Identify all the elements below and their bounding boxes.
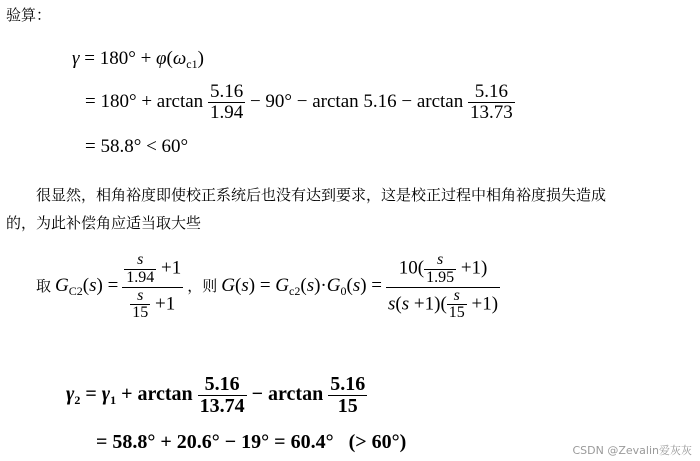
verification-heading: 验算： <box>6 6 52 24</box>
csdn-watermark: CSDN @Zevalin爱灰灰 <box>572 444 692 457</box>
open-loop-fraction: 10( $\frac{s}{1.95}$ +1) s(s +1)( $\frac{s}{15}$ +1) <box>388 251 499 322</box>
fraction-5-16-over-15: $\frac{5.16}{15}$ <box>330 373 366 417</box>
gamma-result-line: = 58.8° < 60° <box>85 136 189 157</box>
gamma-expansion-line: = 180° + arctan $\frac{5.16}{1.94}$ − 90° − arctan 5.16 − arctan $\frac{5.16}{13.73}$ <box>85 81 513 123</box>
gamma2-definition-line: $\gamma_2 = \gamma_1 + \arctan$ $\frac{5.16}{13.74}$ − arctan $\frac{5.16}{15}$ <box>66 373 366 417</box>
fraction-5-16-over-1-94: $\frac{5.16}{1.94}$ <box>209 81 244 123</box>
paragraph-line-1: 很显然，相角裕度即使校正系统后也没有达到要求，这是校正过程中相角裕度损失造成 <box>36 186 607 204</box>
fraction-5-16-over-13-74: $\frac{5.16}{13.74}$ <box>199 373 245 417</box>
gc2-compound-fraction: $\frac{s}{1.94}$ +1 $\frac{s}{15}$ +1 <box>122 252 183 322</box>
paragraph-line-2: 的，为此补偿角应适当取大些 <box>6 214 202 232</box>
take-label: 取 <box>36 276 52 295</box>
gamma-definition-line: $\gamma = 180^\circ + \varphi(\omega_{c1})$ <box>72 48 204 71</box>
transfer-function-line: 取 $G_{C2}(s)$ = $\frac{s}{1.94}$ +1 $\frac{s}{15}$ +1 ，则 $G(s) = G_{c2}(s)\cdot G_0(s)$ = 10( $\frac{s}{1.95}$ +1) s(s +1)( $\frac{s}{15}$ +1) <box>36 251 499 322</box>
gamma2-result-line: = 58.8° + 20.6° − 19° = 60.4° (> 60°) <box>96 431 407 453</box>
fraction-5-16-over-13-73: $\frac{5.16}{13.73}$ <box>470 81 513 123</box>
then-label: ，则 <box>187 276 218 295</box>
